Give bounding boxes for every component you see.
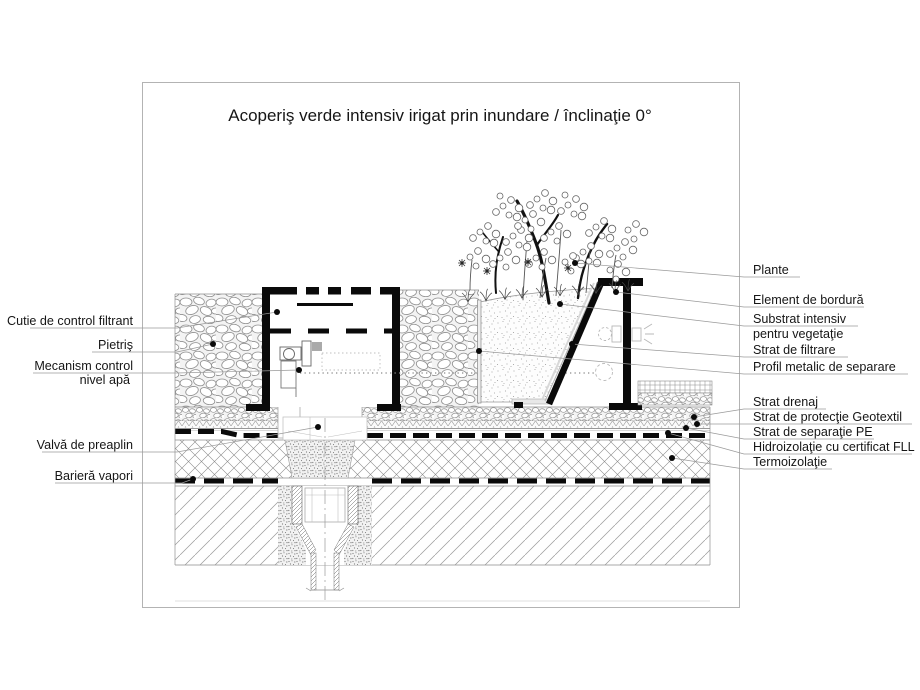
drain-mortar-top xyxy=(285,440,355,478)
gravel-layer-middle xyxy=(400,290,479,408)
label-termoizolatie: Termoizolaţie xyxy=(753,455,828,469)
labels-left xyxy=(7,314,134,483)
label-pentru-vegetatie: pentru vegetaţie xyxy=(753,327,844,341)
geotextile-layer xyxy=(175,421,710,428)
edging-box xyxy=(638,381,712,405)
label-cutie-control: Cutie de control filtrant xyxy=(7,314,133,328)
label-strat-protectie: Strat de protecţie Geotextil xyxy=(753,410,903,424)
label-strat-filtrare: Strat de filtrare xyxy=(753,343,836,357)
label-mecanism: Mecanism control xyxy=(34,359,133,373)
label-element-bordura: Element de bordură xyxy=(753,293,864,307)
gravel-layer-left xyxy=(175,294,262,408)
label-plante: Plante xyxy=(753,263,789,277)
label-pietris: Pietriş xyxy=(98,338,133,352)
label-strat-separatie: Strat de separaţie PE xyxy=(753,425,873,439)
label-substrat-intensiv: Substrat intensiv xyxy=(753,312,847,326)
label-profil-metalic: Profil metalic de separare xyxy=(753,360,896,374)
drain-pipe xyxy=(311,553,316,590)
label-bariera-vapori: Barieră vapori xyxy=(54,469,133,483)
label-strat-drenaj: Strat drenaj xyxy=(753,395,819,409)
labels-right xyxy=(753,263,915,469)
thermal-insulation-layer xyxy=(175,440,710,478)
label-nivel-apa: nivel apă xyxy=(79,373,130,387)
label-hidroizolatie: Hidroizolaţie cu certificat FLL xyxy=(753,440,915,454)
drawing-title: Acoperiş verde intensiv irigat prin inundare / înclinaţie 0° xyxy=(228,106,652,125)
label-valva-preaplin: Valvă de preaplin xyxy=(36,438,133,452)
concrete-slab xyxy=(175,486,710,565)
